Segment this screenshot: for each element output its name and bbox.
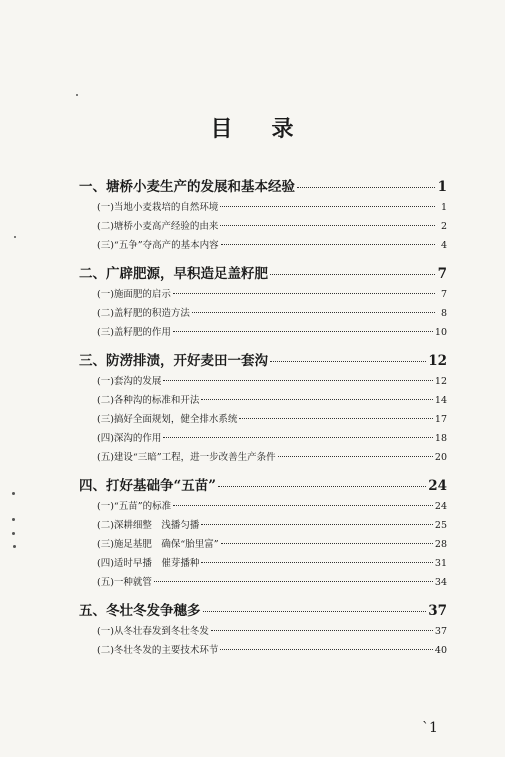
scan-speck — [12, 532, 15, 535]
toc-section[interactable] — [79, 448, 447, 467]
page-ref: 37 — [434, 626, 447, 637]
dot-leader — [163, 380, 432, 381]
section-title: (一)从冬壮春发到冬壮冬发 — [97, 626, 209, 637]
toc-section[interactable] — [79, 217, 447, 236]
page-ref: 12 — [434, 376, 447, 387]
dot-leader — [203, 611, 427, 612]
scan-speck — [76, 94, 78, 96]
toc-section[interactable] — [79, 497, 447, 516]
chapter-title: 三、防涝排渍，开好麦田一套沟 — [79, 353, 268, 369]
chapter-title: 一、塘桥小麦生产的发展和基本经验 — [79, 179, 295, 195]
title-char-right: 录 — [271, 116, 295, 142]
section-title: (二)盖籽肥的积造方法 — [97, 308, 190, 319]
page-ref: 4 — [440, 240, 447, 251]
toc-chapter[interactable] — [79, 350, 447, 372]
section-title: (三)“五争”夺高产的基本内容 — [97, 240, 219, 251]
section-title: (一)套沟的发展 — [97, 376, 162, 387]
dot-leader — [201, 562, 432, 563]
chapter-title: 二、广辟肥源，早积造足盖籽肥 — [79, 266, 268, 282]
chapter-title: 五、冬壮冬发争穗多 — [79, 603, 201, 619]
dot-leader — [173, 331, 433, 332]
section-title: (五)一种就管 — [97, 577, 152, 588]
section-title: (四)深沟的作用 — [97, 433, 162, 444]
dot-leader — [173, 505, 433, 506]
dot-leader — [278, 456, 433, 457]
toc-section[interactable] — [79, 304, 447, 323]
dot-leader — [201, 399, 432, 400]
section-title: (四)适时早播 催芽播种 — [97, 558, 200, 569]
dot-leader — [297, 187, 435, 188]
page-ref: 12 — [428, 353, 447, 369]
scan-speck — [12, 518, 15, 521]
toc-section[interactable] — [79, 554, 447, 573]
section-title: (二)深耕细整 浅播匀播 — [97, 520, 200, 531]
page-ref: 8 — [440, 308, 447, 319]
dot-leader — [220, 206, 435, 207]
page-ref: 20 — [434, 452, 447, 463]
page-ref: 18 — [434, 433, 447, 444]
chapter-title: 四、打好基础争“五苗” — [79, 478, 217, 494]
page-ref: 37 — [428, 603, 447, 619]
section-title: (二)塘桥小麦高产经验的由来 — [97, 221, 219, 232]
scan-speck — [12, 492, 15, 495]
dot-leader — [201, 524, 432, 525]
toc-section[interactable] — [79, 573, 447, 592]
toc-chapter[interactable] — [79, 600, 447, 622]
dot-leader — [270, 274, 435, 275]
section-title: (三)搞好全面规划，健全排水系统 — [97, 414, 238, 425]
scan-speck — [13, 545, 16, 548]
page-ref: 2 — [440, 221, 447, 232]
page-title — [0, 112, 505, 143]
page-ref: 40 — [434, 645, 447, 656]
dot-leader — [163, 437, 432, 438]
toc-section[interactable] — [79, 391, 447, 410]
toc-chapter[interactable] — [79, 475, 447, 497]
section-title: (一)“五苗”的标准 — [97, 501, 172, 512]
section-title: (三)施足基肥 确保“胎里富” — [97, 539, 219, 550]
toc-section[interactable] — [79, 641, 447, 660]
page-ref: 14 — [434, 395, 447, 406]
dot-leader — [154, 581, 433, 582]
toc-section[interactable] — [79, 198, 447, 217]
dot-leader — [270, 361, 426, 362]
title-char-left: 目 — [210, 116, 234, 142]
page-ref: 1 — [437, 179, 447, 195]
toc-section[interactable] — [79, 535, 447, 554]
toc-section[interactable] — [79, 323, 447, 342]
dot-leader — [192, 312, 435, 313]
page-ref: 7 — [437, 266, 447, 282]
dot-leader — [221, 543, 433, 544]
toc-chapter[interactable] — [79, 263, 447, 285]
page-ref: 24 — [434, 501, 447, 512]
section-title: (一)施面肥的启示 — [97, 289, 171, 300]
page-ref: 31 — [434, 558, 447, 569]
dot-leader — [239, 418, 432, 419]
dot-leader — [218, 486, 426, 487]
dot-leader — [220, 225, 435, 226]
page-ref: 10 — [434, 327, 447, 338]
section-title: (五)建设“三暗”工程，进一步改善生产条件 — [97, 452, 276, 463]
dot-leader — [220, 649, 432, 650]
page-ref: 25 — [434, 520, 447, 531]
toc-section[interactable] — [79, 372, 447, 391]
page-ref: 17 — [434, 414, 447, 425]
toc-section[interactable] — [79, 285, 447, 304]
section-title: (二)冬壮冬发的主要技术环节 — [97, 645, 219, 656]
toc-section[interactable] — [79, 622, 447, 641]
page-ref: 34 — [434, 577, 447, 588]
toc-section[interactable] — [79, 236, 447, 255]
dot-leader — [221, 244, 435, 245]
toc-section[interactable] — [79, 516, 447, 535]
dot-leader — [211, 630, 433, 631]
page-number: `1 — [422, 720, 438, 736]
scan-speck — [14, 236, 16, 238]
toc-chapter[interactable] — [79, 176, 447, 198]
section-title: (一)当地小麦栽培的自然环境 — [97, 202, 219, 213]
toc-section[interactable] — [79, 410, 447, 429]
toc-section[interactable] — [79, 429, 447, 448]
section-title: (三)盖籽肥的作用 — [97, 327, 171, 338]
page-ref: 24 — [428, 478, 447, 494]
page-ref: 1 — [440, 202, 447, 213]
page-ref: 28 — [434, 539, 447, 550]
page-ref: 7 — [440, 289, 447, 300]
table-of-contents — [79, 176, 447, 660]
dot-leader — [173, 293, 435, 294]
section-title: (二)各种沟的标准和开法 — [97, 395, 200, 406]
